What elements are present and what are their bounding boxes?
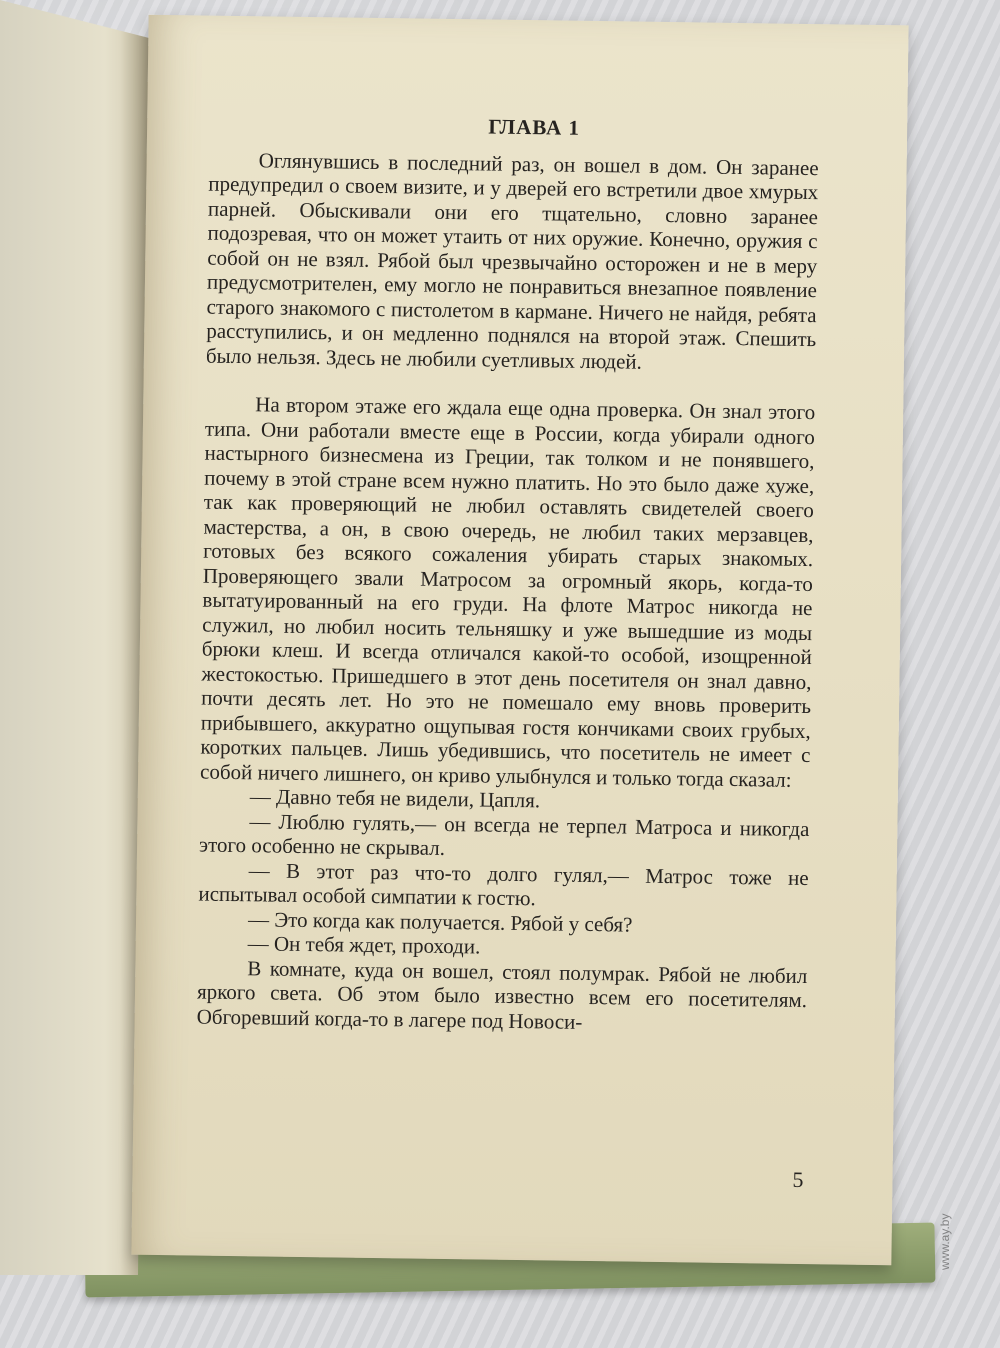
page-text (197, 111, 820, 1037)
left-page (0, 0, 150, 1275)
dialogue-line: — Он тебя ждет, проходи. (247, 931, 481, 959)
dialogue-line: — Это когда как получается. Рябой у себя? (247, 906, 633, 937)
paragraph: В комнате, куда он вошел, стоял полумрак. Рябой не любил яркого света. Об этом было известно всем его посетителям. Обгоревший когда-то в лагере под Новоси- (196, 955, 808, 1034)
paragraph: Оглянувшись в последний раз, он вошел в дом. Он заранее предупредил о своем визите, и у дверей его встретили двое хмурых парней. Обыскивали они его тщательно, словно заранее подозревая, что он может утаить от них оружие. Конечно, оружия с собой он не взял. Рябой был чрезвычайно осторожен и не в меру предусмотрителен, ему могло не понравиться внезапное появление старого знакомого с пистолетом в кармане. Ничего не найдя, ребята расступились, и он медленно поднялся на второй этаж. Спешить было нельзя. Здесь не любили суетливых людей. (205, 147, 819, 374)
dialogue-line: — В этот раз что-то долго гулял,— Матрос тоже не испытывал особой симпатии к гостю. (198, 857, 809, 911)
dialogue-line: — Люблю гулять,— он всегда не терпел Матроса и никогда этого особенно не скрывал. (198, 808, 810, 860)
book-page (131, 15, 908, 1265)
chapter-title: ГЛАВА 1 (488, 114, 581, 140)
dialogue-line: — Давно тебя не видели, Цапля. (249, 784, 541, 813)
paragraph: На втором этаже его ждала еще одна проверка. Он знал этого типа. Они работали вместе еще в России, когда убирали одного настырного бизнесмена из Греции, так толком и не понявшего, почему в этой стране всем нужно платить. Но это было даже хуже, так как проверяющий не любил оставлять свидетелей своего мастерства, а он, в свою очередь, не любил таких мерзавцев, готовых без всякого сожаления убирать старых знакомых. Проверяющего звали Матросом за огромный якорь, когда-то вытатуированный на его груди. На флоте Матрос никогда не служил, но любил носить тельняшку и уже вышедшие из моды брюки клеш. И всегда отличался какой-то особой, изощренной жестокостью. Пришедшего в этот день посетителя он знал давно, почти десять лет. Но это не помешало ему вновь проверить прибывшего, аккуратно ощупывая гостя кончиками своих грубых, коротких пальцев. Лишь убедившись, что посетитель не имеет с собой ничего лишнего, он криво улыбнулся и только тогда сказал: (199, 392, 816, 792)
watermark: www.ay.by (938, 1213, 952, 1270)
page-number: 5 (792, 1166, 804, 1193)
